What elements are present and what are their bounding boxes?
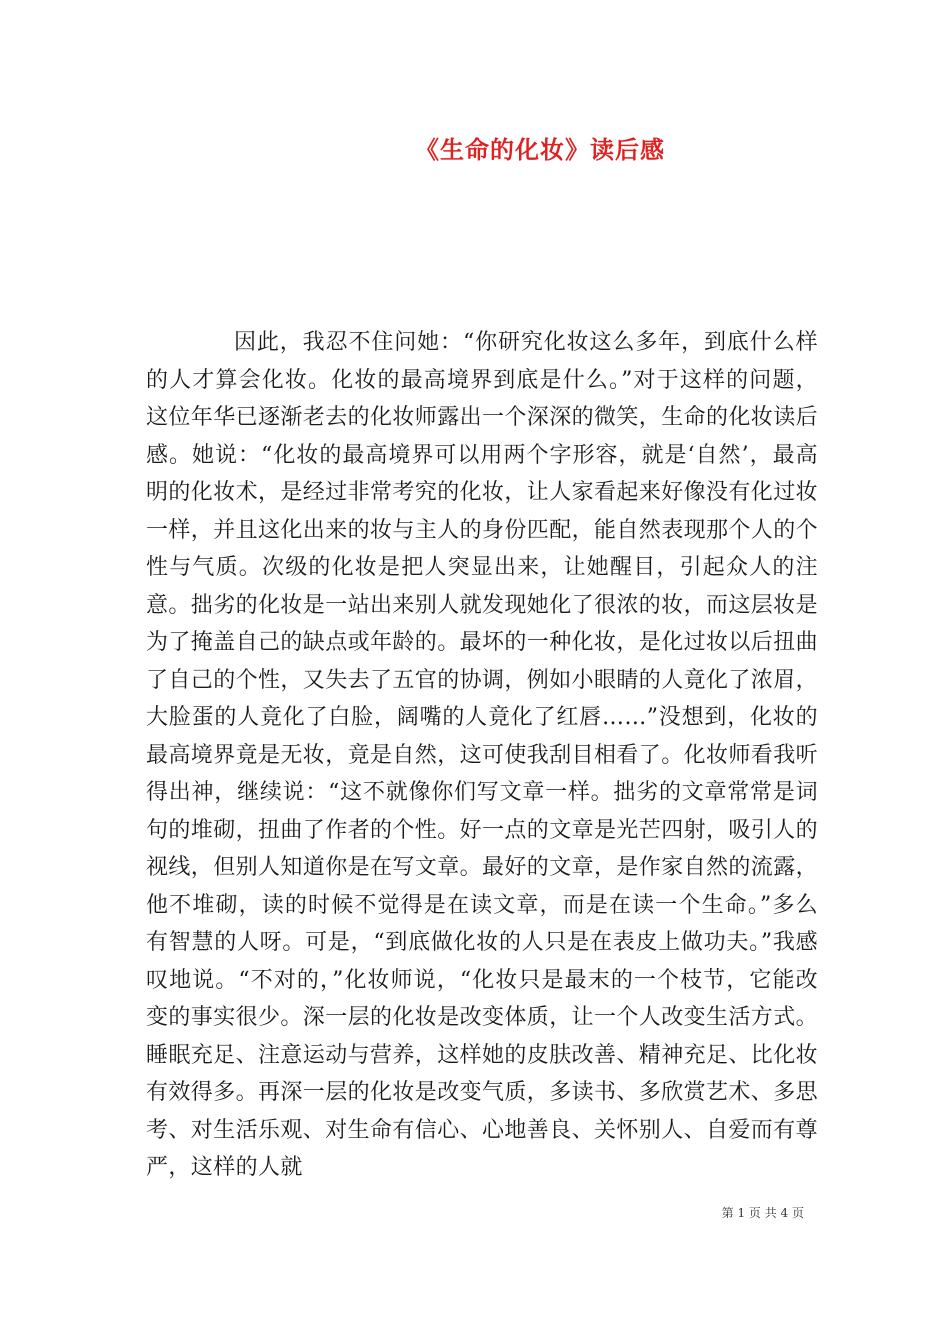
- page-number: 第 1 页 共 4 页: [721, 1206, 804, 1220]
- document-title: 《生命的化妆》读后感: [415, 135, 665, 164]
- body-paragraph: 因此，我忍不住问她：“你研究化妆这么多年，到底什么样的人才算会化妆。化妆的最高境界到底是什么。”对于这样的问题，这位年华已逐渐老去的化妆师露出一个深深的微笑，生命的化妆读后感。她说：“化妆的最高境界可以用两个字形容，就是‘自然’，最高明的化妆术，是经过非常考究的化妆，让人家看起来好像没有化过妆一样，并且这化出来的妆与主人的身份匹配，能自然表现那个人的个性与气质。次级的化妆是把人突显出来，让她醒目，引起众人的注意。拙劣的化妆是一站出来别人就发现她化了很浓的妆，而这层妆是为了掩盖自己的缺点或年龄的。最坏的一种化妆，是化过妆以后扭曲了自己的个性，又失去了五官的协调，例如小眼睛的人竟化了浓眉，大脸蛋的人竟化了白脸，阔嘴的人竟化了红唇……”没想到，化妆的最高境界竟是无妆，竟是自然，这可使我刮目相看了。化妆师看我听得出神，继续说：“这不就像你们写文章一样。拙劣的文章常常是词句的堆砌，扭曲了作者的个性。好一点的文章是光芒四射，吸引人的视线，但别人知道你是在写文章。最好的文章，是作家自然的流露，他不堆砌，读的时候不觉得是在读文章，而是在读一个生命。”多么有智慧的人呀。可是，“到底做化妆的人只是在表皮上做功夫。”我感叹地说。“不对的，”化妆师说，“化妆只是最末的一个枝节，它能改变的事实很少。深一层的化妆是改变体质，让一个人改变生活方式。睡眠充足、注意运动与营养，这样她的皮肤改善、精神充足、比化妆有效得多。再深一层的化妆是改变气质，多读书、多欣赏艺术、多思考、对生活乐观、对生命有信心、心地善良、关怀别人、自爱而有尊严，这样的人就: [146, 330, 819, 1180]
